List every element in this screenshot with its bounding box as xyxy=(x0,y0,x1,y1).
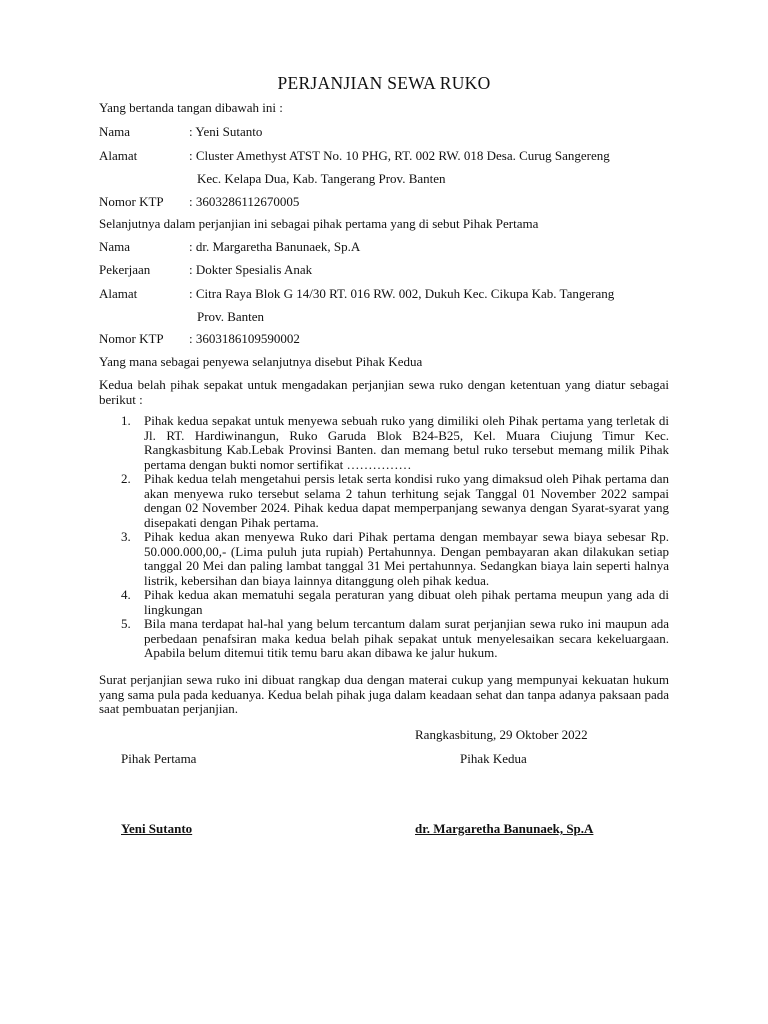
place-date: Rangkasbitung, 29 Oktober 2022 xyxy=(415,727,588,742)
clause-text: Pihak kedua akan menyewa Ruko dari Pihak pertama dengan membayar sewa biaya sebesar Rp. 50.000.000,00,- (Lima puluh juta rupiah) Pertahunnya. Dengan pembayaran akan dilakukan setiap tanggal 20 Mei dan paling lambat tanggal 31 Mei pertahunnya. Sedangkan biaya lain seperti halnya listrik, kebersihan dan biaya lainnya ditanggung oleh pihak kedua. xyxy=(144,529,669,588)
signature-name-first: Yeni Sutanto xyxy=(121,821,193,836)
intro-text: Yang bertanda tangan dibawah ini : xyxy=(99,100,283,115)
clause-text: Pihak kedua akan mematuhi segala peraturan yang dibuat oleh pihak pertama meupun yang ada di lingkungan xyxy=(144,587,669,617)
signature-name-second: dr. Margaretha Banunaek, Sp.A xyxy=(415,821,594,836)
clause-number: 3. xyxy=(121,529,131,544)
party2-address-label: Alamat xyxy=(99,286,138,301)
party2-job-label: Pekerjaan xyxy=(99,262,151,277)
document-title: PERJANJIAN SEWA RUKO xyxy=(277,73,491,93)
party2-note: Yang mana sebagai penyewa selanjutnya disebut Pihak Kedua xyxy=(99,354,423,369)
clause-number: 2. xyxy=(121,471,131,486)
clause-number: 5. xyxy=(121,616,131,631)
clause-item xyxy=(99,472,669,530)
party1-name-value: : Yeni Sutanto xyxy=(189,124,263,139)
signature-label-second: Pihak Kedua xyxy=(460,751,527,766)
party2-ktp-value: : 3603186109590002 xyxy=(189,331,300,346)
signature-label-first: Pihak Pertama xyxy=(121,751,197,766)
clause-item xyxy=(99,530,669,588)
party1-name-label: Nama xyxy=(99,124,131,139)
party1-note: Selanjutnya dalam perjanjian ini sebagai pihak pertama yang di sebut Pihak Pertama xyxy=(99,216,539,231)
clause-item xyxy=(99,617,669,661)
party2-job-value: : Dokter Spesialis Anak xyxy=(189,262,313,277)
party1-ktp-label: Nomor KTP xyxy=(99,194,164,209)
clause-item xyxy=(99,414,669,472)
clause-number: 4. xyxy=(121,587,131,602)
clause-item xyxy=(99,588,669,617)
party2-name-value: : dr. Margaretha Banunaek, Sp.A xyxy=(189,239,361,254)
party2-address-line2: Prov. Banten xyxy=(197,309,265,324)
party2-address-line1: : Citra Raya Blok G 14/30 RT. 016 RW. 002, Dukuh Kec. Cikupa Kab. Tangerang xyxy=(189,286,615,301)
party1-address-label: Alamat xyxy=(99,148,138,163)
party2-ktp-label: Nomor KTP xyxy=(99,331,164,346)
party2-name-label: Nama xyxy=(99,239,131,254)
party1-ktp-value: : 3603286112670005 xyxy=(189,194,300,209)
clause-list xyxy=(99,414,669,661)
closing-paragraph: Surat perjanjian sewa ruko ini dibuat rangkap dua dengan materai cukup yang mempunyai kekuatan hukum yang sama pula pada keduanya. Kedua belah pihak juga dalam keadaan sehat dan tanpa adanya paksaan pada saat pembuatan perjanjian. xyxy=(99,672,669,716)
clause-number: 1. xyxy=(121,413,131,428)
agreement-intro: Kedua belah pihak sepakat untuk mengadakan perjanjian sewa ruko dengan ketentuan yang diatur sebagai berikut : xyxy=(99,377,669,407)
clause-text: Pihak kedua sepakat untuk menyewa sebuah ruko yang dimiliki oleh Pihak pertama yang terletak di Jl. RT. Hardiwinangun, Ruko Garuda Blok B24-B25, Kel. Muara Ciujung Timur Kec. Rangkasbitung Kab.Lebak Provinsi Banten. dan memang betul ruko tersebut memang milik Pihak pertama dengan bukti nomor sertifikat …………… xyxy=(144,413,669,472)
party1-address-line1: : Cluster Amethyst ATST No. 10 PHG, RT. 002 RW. 018 Desa. Curug Sangereng xyxy=(189,148,610,163)
party1-address-line2: Kec. Kelapa Dua, Kab. Tangerang Prov. Banten xyxy=(197,171,446,186)
clause-text: Pihak kedua telah mengetahui persis letak serta kondisi ruko yang dimaksud oleh Pihak pertama dan akan menyewa ruko tersebut selama 2 tahun terhitung sejak Tanggal 01 November 2022 sampai dengan 02 November 2024. Pihak kedua dapat memperpanjang sewanya dengan Syarat-syarat yang disepakati dengan Pihak pertama. xyxy=(144,471,669,530)
clause-text: Bila mana terdapat hal-hal yang belum tercantum dalam surat perjanjian sewa ruko ini maupun ada perbedaan penafsiran maka kedua belah pihak sepakat untuk menyelesaikan secara kekeluargaan. Apabila belum ditemui titik temu baru akan dibawa ke jalur hukum. xyxy=(144,616,669,660)
